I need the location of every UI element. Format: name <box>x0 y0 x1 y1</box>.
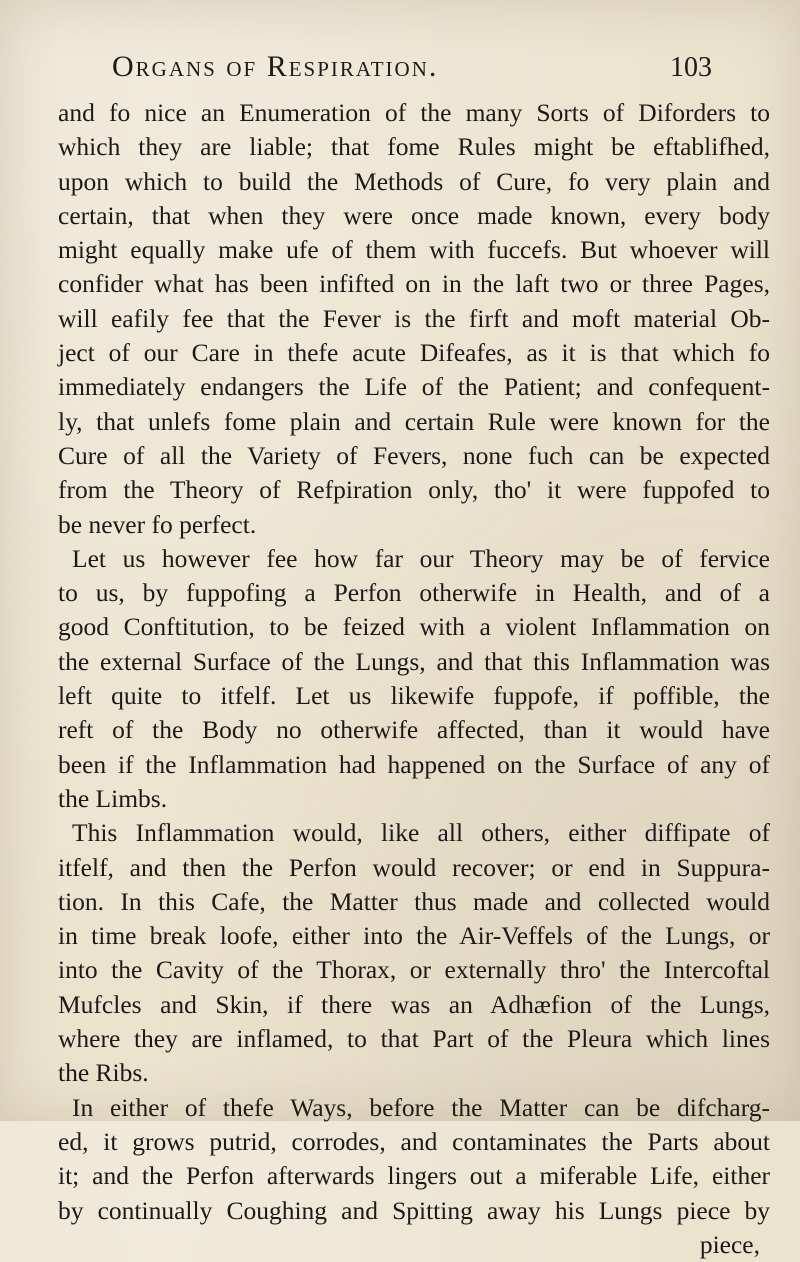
text-line: Mufcles and Skin, if there was an Adhæfion of the Lungs, <box>58 989 770 1019</box>
text-line: ly, that unlefs fome plain and certain Rule were known for the <box>58 406 770 436</box>
text-line: the external Surface of the Lungs, and that this Inflammation was <box>58 646 770 676</box>
paragraph-start-line: This Inflammation would, like all others, either diffipate of <box>72 818 770 848</box>
text-line: and fo nice an Enumeration of the many Sorts of Diforders to <box>58 98 770 127</box>
text-line: ed, it grows putrid, corrodes, and contaminates the Parts about <box>58 1126 770 1156</box>
text-line: Cure of all the Variety of Fevers, none fuch can be expected <box>58 440 770 470</box>
text-line: good Conftitution, to be feized with a violent Inflammation on <box>58 612 770 642</box>
text-line: will eafily fee that the Fever is the firft and moft material Ob- <box>58 303 770 333</box>
paragraph-start-line: Let us however fee how far our Theory may be of fervice <box>72 543 770 573</box>
text-line: the Limbs. <box>58 783 168 813</box>
text-line: tion. In this Cafe, the Matter thus made and collected would <box>58 886 770 916</box>
text-line: reft of the Body no otherwife affected, than it would have <box>58 715 770 745</box>
text-line: to us, by fuppofing a Perfon otherwife in Health, and of a <box>58 578 770 608</box>
text-line: immediately endangers the Life of the Patient; and confequent- <box>58 372 770 402</box>
text-line: be never fo perfect. <box>58 509 257 539</box>
text-line: ject of our Care in thefe acute Difeafes, as it is that which fo <box>58 338 770 368</box>
page-header <box>112 50 712 90</box>
text-line: confider what has been infifted on in the laft two or three Pages, <box>58 269 770 299</box>
catchword: piece, <box>699 1229 760 1259</box>
text-line: in time break loofe, either into the Air-Veffels of the Lungs, or <box>58 921 770 951</box>
text-line: by continually Coughing and Spitting away his Lungs piece by <box>58 1195 770 1225</box>
text-line: left quite to itfelf. Let us likewife fuppofe, if poffible, the <box>58 681 770 711</box>
text-line: been if the Inflammation had happened on the Surface of any of <box>58 749 770 779</box>
body-text <box>58 96 770 1262</box>
text-line: from the Theory of Refpiration only, tho' it were fuppofed to <box>58 475 770 505</box>
page-number: 103 <box>670 52 712 83</box>
text-line: certain, that when they were once made known, every body <box>58 200 770 230</box>
text-line: where they are inflamed, to that Part of the Pleura which lines <box>58 1024 770 1054</box>
text-line: which they are liable; that fome Rules might be eftablifhed, <box>58 132 770 162</box>
text-line: upon which to build the Methods of Cure, fo very plain and <box>58 166 770 196</box>
text-line: might equally make ufe of them with fuccefs. But whoever will <box>58 235 770 265</box>
paragraph-start-line: In either of thefe Ways, before the Matter can be difcharg- <box>72 1092 770 1122</box>
text-line: into the Cavity of the Thorax, or externally thro' the Intercoftal <box>58 955 770 985</box>
running-head: Organs of Respiration. <box>112 50 439 83</box>
text-line: itfelf, and then the Perfon would recover; or end in Suppura- <box>58 852 770 882</box>
text-line: the Ribs. <box>58 1058 149 1088</box>
text-line: it; and the Perfon afterwards lingers out a miferable Life, either <box>58 1161 770 1191</box>
